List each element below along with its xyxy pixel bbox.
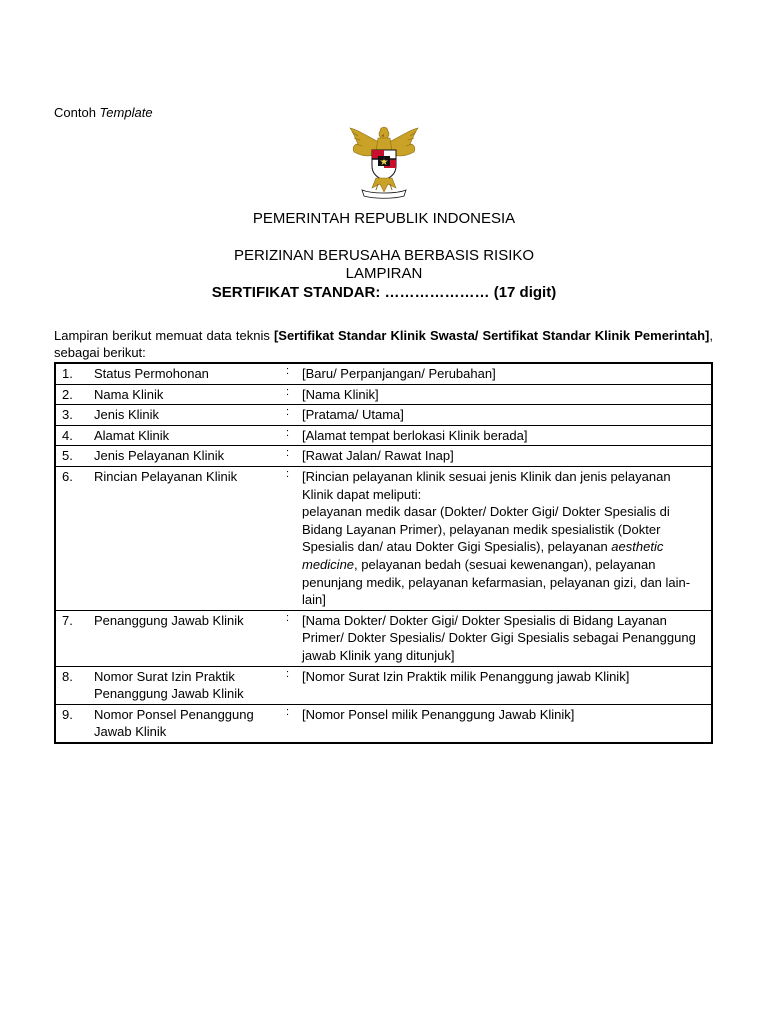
services-italic-term: aesthetic medicine — [302, 539, 664, 572]
row-number: 1. — [62, 366, 73, 381]
row-colon: : — [286, 466, 302, 610]
title-line-2: LAMPIRAN — [345, 265, 423, 282]
table-row — [55, 610, 712, 666]
row-value: [Nama Klinik] — [302, 384, 712, 405]
row-number: 9. — [55, 704, 94, 743]
row-colon: : — [286, 365, 290, 377]
row-label: Status Permohonan — [94, 366, 209, 381]
intro-text-before: Lampiran berikut memuat data teknis — [54, 328, 274, 343]
title-line-1: PERIZINAN BERUSAHA BERBASIS RISIKO — [233, 247, 535, 264]
row-number: 4. — [55, 425, 94, 446]
table-row — [55, 466, 712, 610]
services-list: pelayanan medik dasar (Dokter/ Dokter Gigi/ Dokter Spesialis di Bidang Layanan Primer), pelayanan medik spesialistik (Dokter Spesialis dan/ atau Dokter Gigi Spesialis), pelayanan — [302, 504, 670, 555]
certificate-number-line: SERTIFIKAT STANDAR: ………………… (17 digit) — [211, 284, 557, 301]
table-row — [55, 384, 712, 405]
row-value: [Rawat Jalan/ Rawat Inap] — [302, 446, 712, 467]
table-row — [55, 425, 712, 446]
intro-text-bold: [Sertifikat Standar Klinik Swasta/ Sertifikat Standar Klinik Pemerintah] — [273, 328, 710, 343]
row-number: 7. — [55, 610, 94, 666]
row-label: Nama Klinik — [94, 384, 286, 405]
garuda-emblem-icon — [344, 122, 424, 202]
row-label: Jenis Pelayanan Klinik — [94, 446, 286, 467]
row-label: Alamat Klinik — [94, 425, 286, 446]
row-value: [Pratama/ Utama] — [302, 405, 712, 426]
row-colon: : — [286, 704, 302, 743]
row-colon: : — [286, 446, 302, 467]
services-intro: [Rincian pelayanan klinik sesuai jenis Klinik dan jenis pelayanan Klinik dapat meliputi: — [302, 468, 671, 502]
row-label: Rincian Pelayanan Klinik — [94, 466, 286, 610]
table-row — [55, 446, 712, 467]
row-value: [Nomor Ponsel milik Penanggung Jawab Klinik] — [302, 704, 712, 743]
intro-paragraph — [54, 327, 713, 361]
row-number: 5. — [55, 446, 94, 467]
row-number: 2. — [55, 384, 94, 405]
row-label: Jenis Klinik — [94, 405, 286, 426]
row-value: [Baru/ Perpanjangan/ Perubahan] — [302, 366, 496, 381]
row-value: [Alamat tempat berlokasi Klinik berada] — [302, 425, 712, 446]
row-number: 3. — [55, 405, 94, 426]
row-label: Nomor Ponsel Penanggung Jawab Klinik — [94, 704, 286, 743]
row-colon: : — [286, 405, 302, 426]
row-label: Penanggung Jawab Klinik — [94, 610, 286, 666]
row-number: 8. — [55, 666, 94, 704]
table-row — [55, 405, 712, 426]
template-note-italic: Template — [99, 105, 153, 120]
row-label: Nomor Surat Izin Praktik Penanggung Jawab Klinik — [94, 666, 286, 704]
intro-text-after: , sebagai berikut: — [54, 328, 713, 360]
template-note-prefix: Contoh — [54, 105, 100, 120]
technical-data-table — [54, 362, 713, 744]
row-number: 6. — [55, 466, 94, 610]
row-colon: : — [286, 610, 302, 666]
table-row — [55, 666, 712, 704]
row-value-services — [302, 466, 712, 610]
template-note — [54, 105, 153, 120]
row-colon: : — [286, 384, 302, 405]
government-heading: PEMERINTAH REPUBLIK INDONESIA — [252, 210, 516, 227]
row-value: [Nama Dokter/ Dokter Gigi/ Dokter Spesialis di Bidang Layanan Primer/ Dokter Spesialis/ Dokter Gigi Spesialis sebagai Penanggung jawab Klinik yang ditunjuk] — [302, 610, 712, 666]
row-colon: : — [286, 666, 302, 704]
row-colon: : — [286, 425, 302, 446]
row-value: [Nomor Surat Izin Praktik milik Penanggung jawab Klinik] — [302, 666, 712, 704]
services-list-end: , pelayanan bedah (sesuai kewenangan), pelayanan penunjang medik, pelayanan kefarmasian, pelayanan gizi, dan lain-lain] — [302, 556, 691, 608]
table-row — [55, 363, 712, 384]
table-row — [55, 704, 712, 743]
